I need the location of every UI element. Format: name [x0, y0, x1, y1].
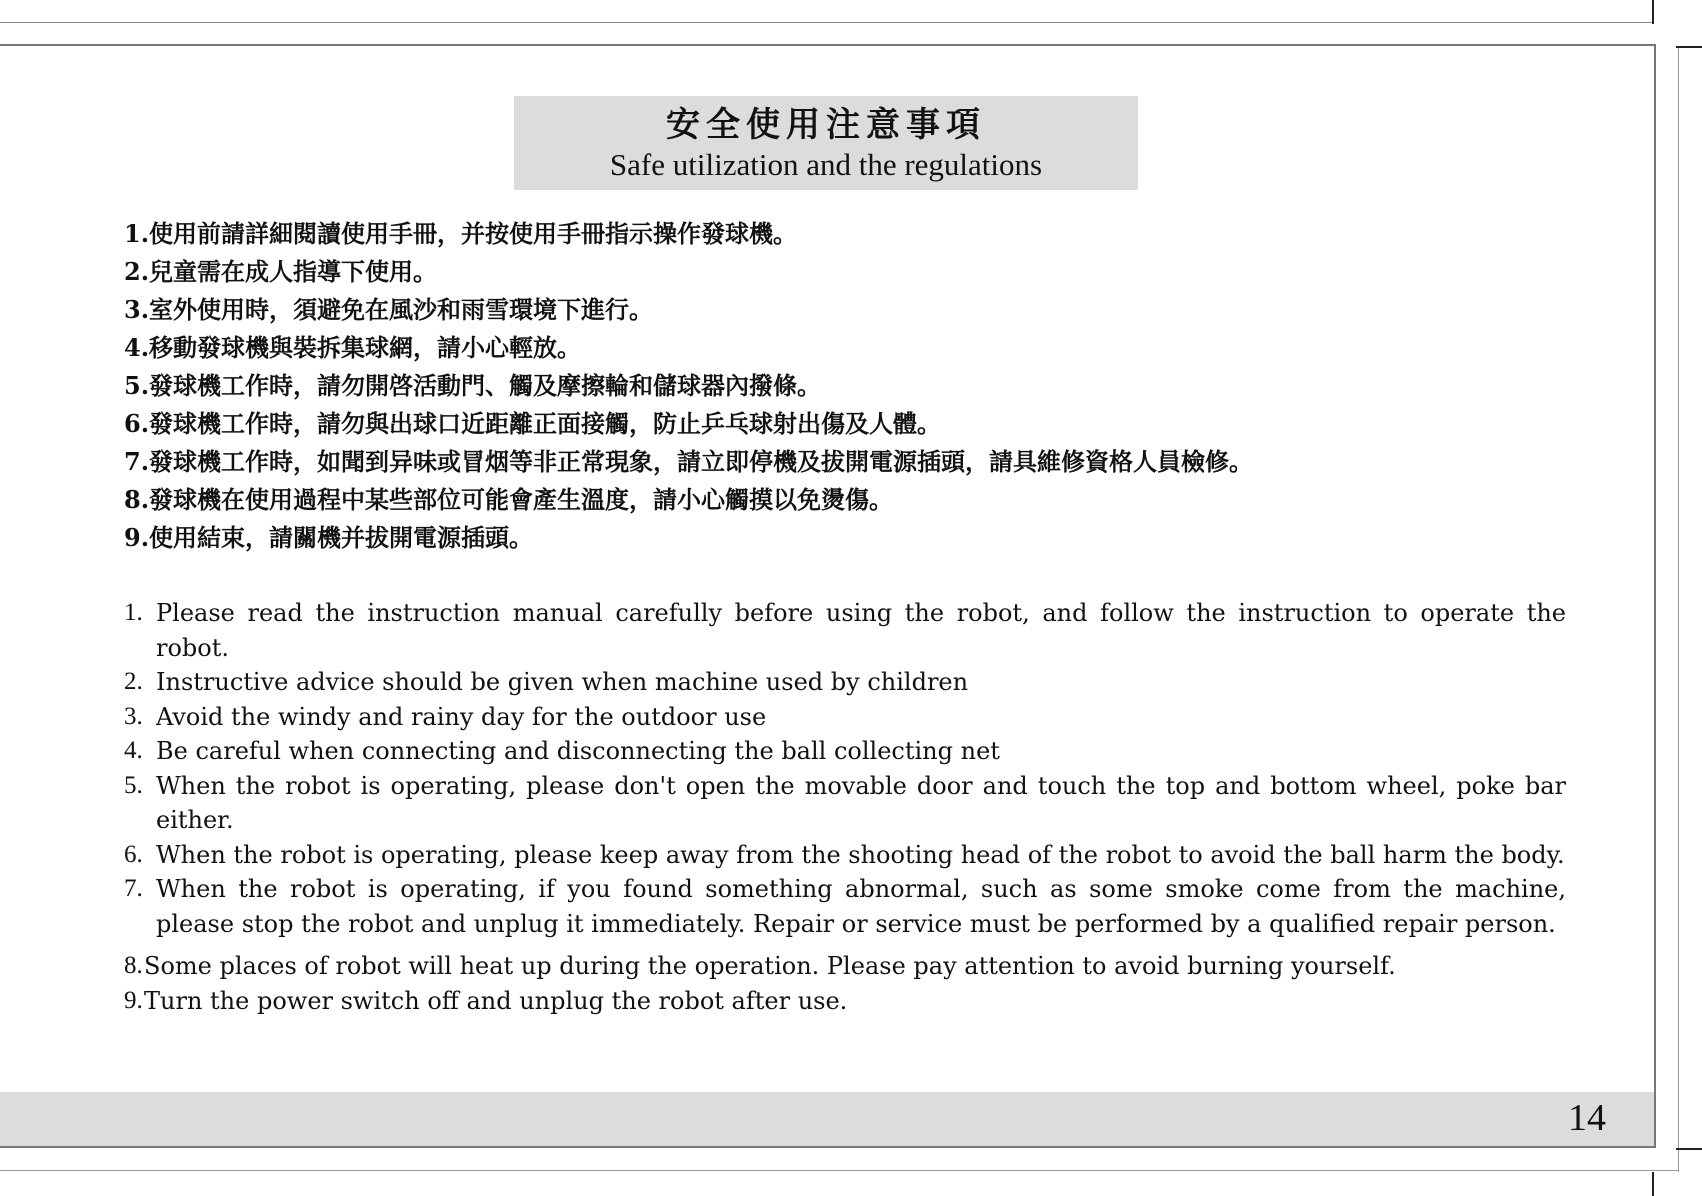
- right-outer-rule: [1678, 46, 1679, 1172]
- english-item-number: 3.: [124, 702, 143, 730]
- english-item-8: [124, 949, 1566, 984]
- english-item-1: [124, 596, 1566, 665]
- right-inner-rule: [1654, 44, 1656, 1148]
- chinese-item-4: 4.移動發球機與裝拆集球網，請小心輕放。: [124, 333, 582, 362]
- english-item-text: Be careful when connecting and disconnecting the ball collecting net: [156, 737, 1000, 765]
- chinese-item-5: 5.發球機工作時，請勿開啓活動門、觸及摩擦輪和儲球器內撥條。: [124, 371, 822, 400]
- title-english: Safe utilization and the regulations: [609, 147, 1043, 182]
- chinese-regulations-list: [124, 215, 1604, 557]
- english-item-number: 1.: [124, 599, 143, 626]
- english-item-5: [124, 769, 1566, 838]
- crop-mark-bottom-horizontal: [1676, 1148, 1702, 1150]
- english-item-text: When the robot is operating, if you found something abnormal, such as some smoke come from the machine, please stop the robot and unplug it immediately. Repair or service must be performed by a qualified repair person.: [156, 875, 1566, 938]
- english-item-9: [124, 984, 1566, 1019]
- english-item-text: When the robot is operating, please don't open the movable door and touch the top and bottom wheel, poke bar either.: [156, 771, 1566, 834]
- chinese-item-6: 6.發球機工作時，請勿與出球口近距離正面接觸，防止乒乓球射出傷及人體。: [124, 409, 942, 438]
- english-regulations-list: [124, 596, 1566, 1018]
- chinese-item-2: 2.兒童需在成人指導下使用。: [124, 257, 438, 286]
- page-number: 14: [1568, 1097, 1606, 1139]
- english-item-text: Please read the instruction manual carefully before using the robot, and follow the instruction to operate the robot.: [156, 599, 1566, 662]
- english-item-3: [124, 700, 1566, 735]
- top-outer-rule: [0, 22, 1654, 23]
- english-item-2: [124, 665, 1566, 700]
- crop-mark-bottom-vertical: [1652, 1172, 1654, 1196]
- footer-band: [0, 1092, 1654, 1148]
- english-item-4: [124, 734, 1566, 769]
- chinese-item-8: 8.發球機在使用過程中某些部位可能會產生溫度，請小心觸摸以免燙傷。: [124, 485, 894, 514]
- crop-mark-top-vertical: [1652, 0, 1654, 24]
- english-item-text: Some places of robot will heat up during the operation. Please pay attention to avoid burning yourself.: [144, 952, 1396, 980]
- title-chinese: 安全使用注意事項: [666, 105, 986, 145]
- chinese-item-1: 1.使用前請詳細閱讀使用手冊，并按使用手冊指示操作發球機。: [124, 219, 798, 248]
- chinese-item-3: 3.室外使用時，須避免在風沙和雨雪環境下進行。: [124, 295, 654, 324]
- top-inner-rule: [0, 44, 1656, 46]
- english-item-number: 4.: [124, 737, 143, 764]
- section-title-box: [514, 96, 1138, 190]
- english-item-6: [124, 838, 1566, 873]
- english-item-number: 2.: [124, 668, 143, 695]
- english-item-text: Instructive advice should be given when machine used by children: [156, 668, 969, 696]
- chinese-item-9: 9.使用結束，請關機并拔開電源插頭。: [124, 523, 534, 552]
- english-item-number: 9.: [124, 986, 143, 1014]
- crop-mark-top-horizontal: [1676, 46, 1702, 48]
- english-item-text: Turn the power switch off and unplug the robot after use.: [144, 986, 848, 1015]
- english-item-number: 6.: [124, 840, 143, 868]
- english-item-number: 8.: [124, 952, 143, 979]
- english-item-7: [124, 872, 1566, 941]
- english-item-text: When the robot is operating, please keep away from the shooting head of the robot to avoid the ball harm the body.: [156, 840, 1565, 869]
- english-item-number: 5.: [124, 771, 143, 799]
- english-item-number: 7.: [124, 875, 143, 902]
- bottom-outer-rule: [0, 1170, 1679, 1171]
- chinese-item-7: 7.發球機工作時，如聞到异味或冒烟等非正常現象，請立即停機及拔開電源插頭，請具維修資格人員檢修。: [124, 447, 1254, 476]
- english-item-text: Avoid the windy and rainy day for the outdoor use: [156, 702, 767, 731]
